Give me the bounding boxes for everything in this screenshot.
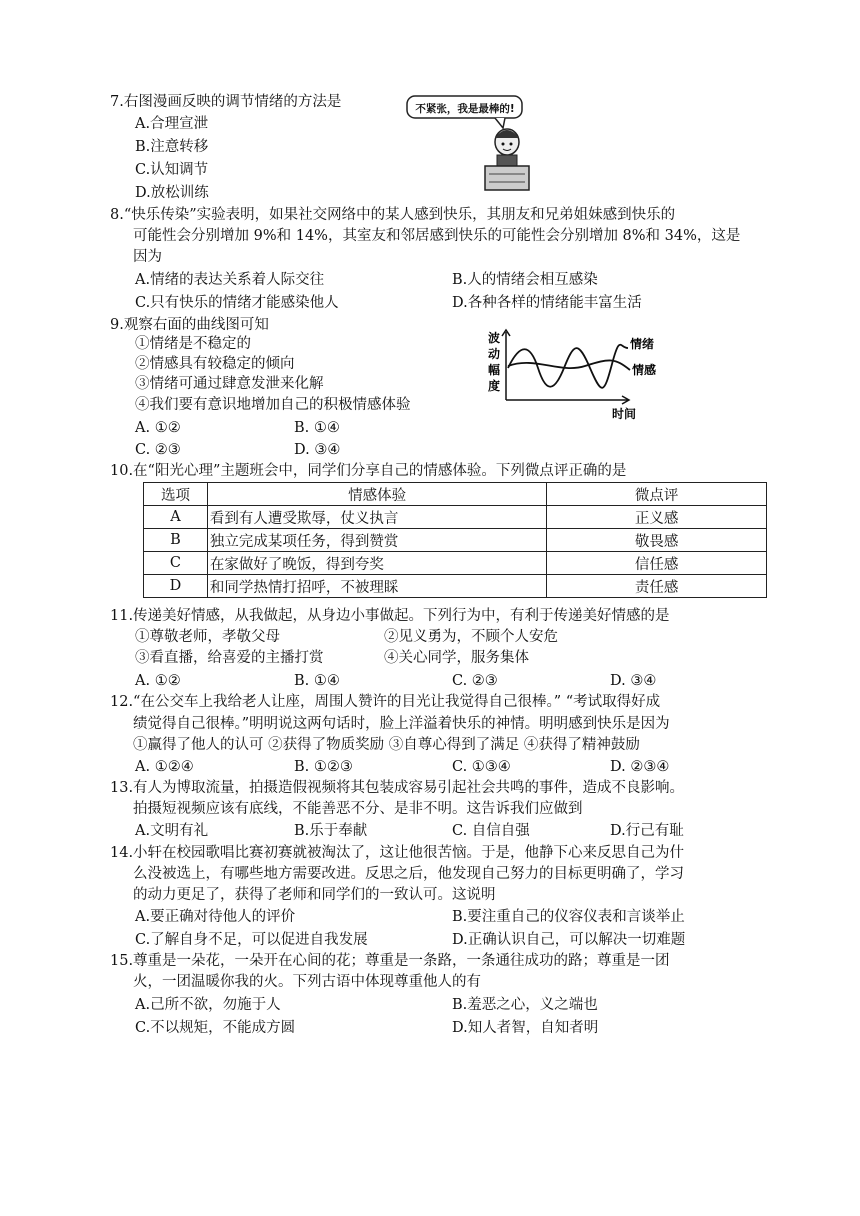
question-11-item-4: ④关心同学，服务集体 bbox=[384, 650, 529, 666]
question-12-option-c: C. ①③④ bbox=[452, 759, 511, 775]
question-8-option-a: A.情绪的表达关系着人际交往 bbox=[135, 272, 325, 288]
question-10-table bbox=[143, 482, 767, 598]
question-11-option-b: B. ①④ bbox=[294, 673, 340, 689]
question-9-item-3: ③情绪可通过肆意发泄来化解 bbox=[135, 376, 324, 392]
table-row bbox=[144, 506, 767, 529]
question-14-option-a: A.要正确对待他人的评价 bbox=[135, 909, 296, 925]
question-7-option-b: B.注意转移 bbox=[135, 139, 209, 155]
table-cell: D bbox=[144, 575, 208, 598]
question-9-option-b: B. ①④ bbox=[294, 420, 340, 436]
question-15-option-a: A.己所不欲，勿施于人 bbox=[135, 997, 281, 1013]
question-14-option-b: B.要注重自己的仪容仪表和言谈举止 bbox=[452, 909, 685, 925]
cartoon-bubble-text: 不紧张，我是最棒的! bbox=[415, 103, 515, 115]
question-8-option-d: D.各种各样的情绪能丰富生活 bbox=[452, 295, 642, 311]
table-header-cell: 选项 bbox=[144, 483, 208, 506]
question-13-line-2: 拍摄短视频应该有底线，不能善恶不分、是非不明。这告诉我们应做到 bbox=[133, 801, 583, 817]
table-row bbox=[144, 552, 767, 575]
question-15-line-1: 15.尊重是一朵花，一朵开在心间的花；尊重是一条路，一条通往成功的路；尊重是一团 bbox=[110, 953, 670, 969]
table-header-cell: 微点评 bbox=[547, 483, 767, 506]
table-cell: 在家做好了晚饭，得到夸奖 bbox=[207, 552, 546, 575]
question-9-item-4: ④我们要有意识地增加自己的积极情感体验 bbox=[135, 397, 411, 413]
question-11-option-a: A. ①② bbox=[135, 673, 181, 689]
question-12-option-b: B. ①②③ bbox=[294, 759, 353, 775]
question-8-line-3: 因为 bbox=[133, 249, 162, 265]
question-12-line-2: 绩觉得自己很棒。”明明说这两句话时，脸上洋溢着快乐的神情。明明感到快乐是因为 bbox=[133, 716, 670, 732]
question-15-option-d: D.知人者智，自知者明 bbox=[452, 1020, 599, 1036]
question-13-line-1: 13.有人为博取流量，拍摄造假视频将其包装成容易引起社会共鸣的事件，造成不良影响。 bbox=[110, 780, 685, 796]
question-15-option-b: B.羞恶之心，义之端也 bbox=[452, 997, 598, 1013]
question-13-option-d: D.行己有耻 bbox=[610, 823, 684, 839]
question-10-stem: 10.在“阳光心理”主题班会中，同学们分享自己的情感体验。下列微点评正确的是 bbox=[110, 463, 627, 479]
question-7-stem: 7.右图漫画反映的调节情绪的方法是 bbox=[110, 94, 342, 110]
table-cell: 信任感 bbox=[547, 552, 767, 575]
question-13-option-c: C. 自信自强 bbox=[452, 823, 530, 839]
question-9-item-2: ②情感具有较稳定的倾向 bbox=[135, 356, 295, 372]
emotion-curve-graph bbox=[480, 328, 660, 423]
graph-label-emotion: 情绪 bbox=[630, 337, 655, 351]
question-11-option-d: D. ③④ bbox=[610, 673, 657, 689]
graph-xlabel: 时间 bbox=[612, 407, 637, 421]
table-cell: 敬畏感 bbox=[547, 529, 767, 552]
question-12-option-a: A. ①②④ bbox=[135, 759, 194, 775]
table-row bbox=[144, 575, 767, 598]
emotion-curve bbox=[508, 345, 628, 388]
table-cell: 正义感 bbox=[547, 506, 767, 529]
question-7-option-d: D.放松训练 bbox=[135, 185, 209, 201]
question-9-stem: 9.观察右面的曲线图可知 bbox=[110, 317, 269, 333]
question-15-line-2: 火，一团温暖你我的火。下列古语中体现尊重他人的有 bbox=[133, 974, 481, 990]
question-14-option-d: D.正确认识自己，可以解决一切难题 bbox=[452, 932, 686, 948]
cartoon-illustration bbox=[405, 92, 535, 192]
table-cell: B bbox=[144, 529, 208, 552]
question-14-option-c: C.了解自身不足，可以促进自我发展 bbox=[135, 932, 368, 948]
table-header-cell: 情感体验 bbox=[207, 483, 546, 506]
question-13-option-b: B.乐于奉献 bbox=[294, 823, 368, 839]
table-cell: A bbox=[144, 506, 208, 529]
question-8-option-b: B.人的情绪会相互感染 bbox=[452, 272, 598, 288]
question-14-line-1: 14.小轩在校园歌唱比赛初赛就被淘汰了，这让他很苦恼。于是，他静下心来反思自己为什 bbox=[110, 845, 685, 861]
graph-ylabel-3: 幅 bbox=[488, 363, 501, 377]
question-14-line-2: 么没被选上，有哪些地方需要改进。反思之后，他发现自己努力的目标更明确了，学习 bbox=[133, 866, 684, 882]
question-9-item-1: ①情绪是不稳定的 bbox=[135, 336, 251, 352]
question-9-option-c: C. ②③ bbox=[135, 442, 181, 458]
question-12-line-3: ①赢得了他人的认可 ②获得了物质奖励 ③自尊心得到了满足 ④获得了精神鼓励 bbox=[133, 737, 640, 753]
question-15-option-c: C.不以规矩，不能成方圆 bbox=[135, 1020, 296, 1036]
question-11-item-2: ②见义勇为，不顾个人安危 bbox=[384, 629, 558, 645]
question-11-stem: 11.传递美好情感，从我做起，从身边小事做起。下列行为中，有利于传递美好情感的是 bbox=[110, 608, 670, 624]
table-cell: 责任感 bbox=[547, 575, 767, 598]
question-9-option-a: A. ①② bbox=[135, 420, 181, 436]
question-13-option-a: A.文明有礼 bbox=[135, 823, 209, 839]
question-14-line-3: 的动力更足了，获得了老师和同学们的一致认可。这说明 bbox=[133, 887, 496, 903]
question-7-option-a: A.合理宣泄 bbox=[135, 116, 209, 132]
question-12-line-1: 12.“在公交车上我给老人让座，周围人赞许的目光让我觉得自己很棒。” “考试取得好成 bbox=[110, 694, 661, 710]
table-row bbox=[144, 529, 767, 552]
graph-ylabel-4: 度 bbox=[488, 379, 501, 393]
table-header-row bbox=[144, 483, 767, 506]
graph-label-feeling: 情感 bbox=[632, 363, 657, 377]
table-cell: 和同学热情打招呼，不被理睬 bbox=[207, 575, 546, 598]
question-11-item-3: ③看直播，给喜爱的主播打赏 bbox=[135, 650, 324, 666]
table-cell: 看到有人遭受欺辱，仗义执言 bbox=[207, 506, 546, 529]
question-9-option-d: D. ③④ bbox=[294, 442, 341, 458]
question-8-option-c: C.只有快乐的情绪才能感染他人 bbox=[135, 295, 339, 311]
question-11-option-c: C. ②③ bbox=[452, 673, 498, 689]
table-cell: 独立完成某项任务，得到赞赏 bbox=[207, 529, 546, 552]
graph-ylabel-2: 动 bbox=[488, 347, 501, 361]
question-8-line-2: 可能性会分别增加 9%和 14%，其室友和邻居感到快乐的可能性会分别增加 8%和 34%，这是 bbox=[133, 228, 741, 244]
question-7-option-c: C.认知调节 bbox=[135, 162, 209, 178]
question-11-item-1: ①尊敬老师，孝敬父母 bbox=[135, 629, 280, 645]
question-8-line-1: 8.“快乐传染”实验表明，如果社交网络中的某人感到快乐，其朋友和兄弟姐妹感到快乐的 bbox=[110, 207, 676, 223]
question-12-option-d: D. ②③④ bbox=[610, 759, 670, 775]
graph-ylabel-1: 波 bbox=[488, 331, 501, 345]
table-cell: C bbox=[144, 552, 208, 575]
